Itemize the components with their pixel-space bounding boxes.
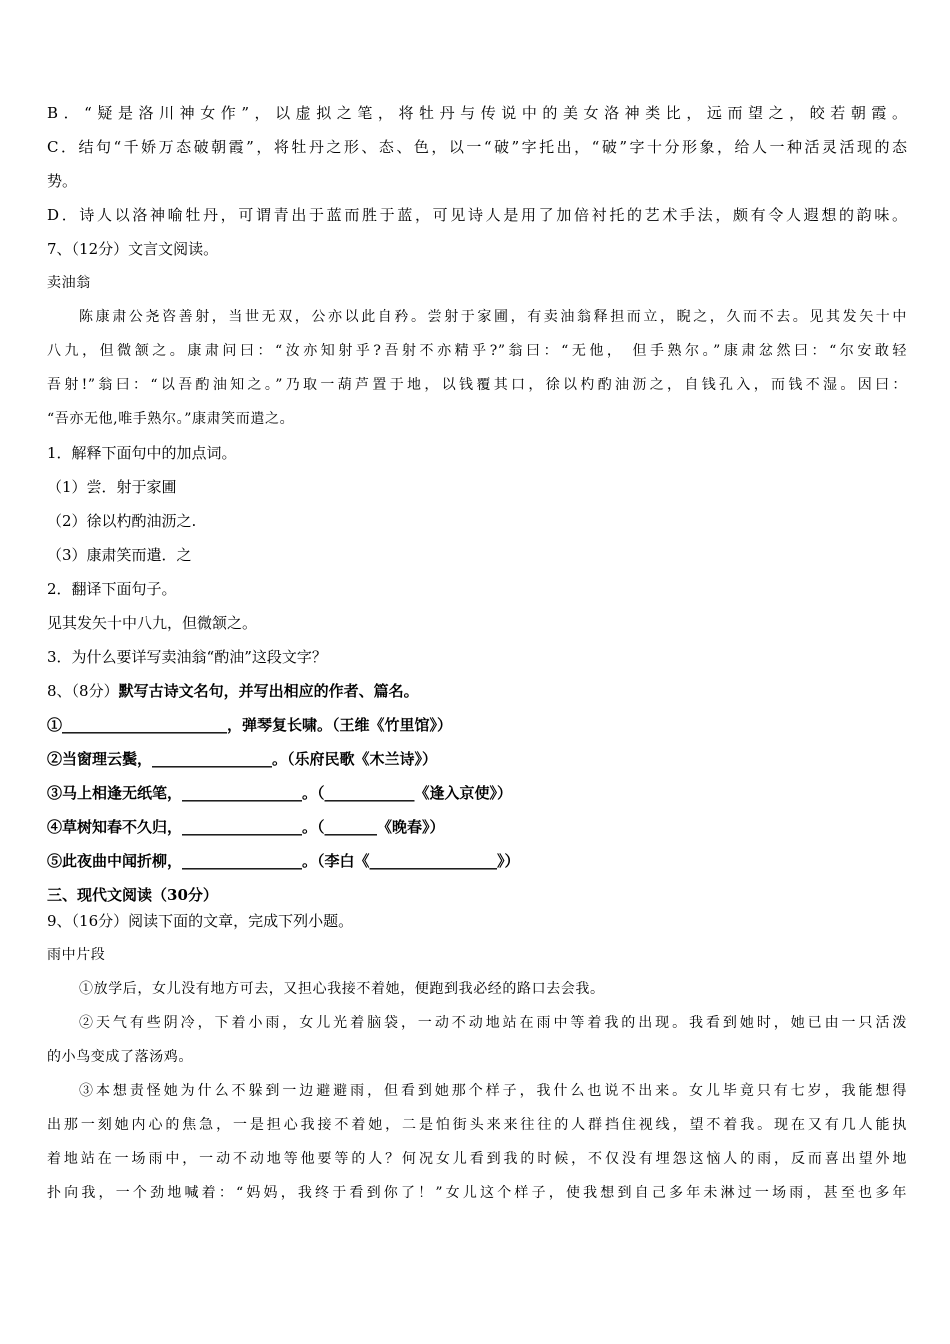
q8-item: ②当窗理云鬓，________________。（乐府民歌《木兰诗》）: [47, 750, 438, 768]
q9-paragraph-continued: 扑向我，一个劲地喊着：“妈妈，我终于看到你了！”女儿这个样子，使我想到自己多年未淋过一场雨，甚至也多年: [47, 1185, 907, 1201]
q8-item: ⑤此夜曲中闻折柳，________________。（李白《_________________》）: [47, 852, 520, 870]
q9-paragraph: ③本想责怪她为什么不躲到一边避避雨，但看到她那个样子，我什么也说不出来。女儿毕竟只有七岁，我能想得: [79, 1083, 907, 1099]
q7-passage-line: 陈康肃公尧咨善射，当世无双，公亦以此自矜。尝射于家圃，有卖油翁释担而立，睨之，久而不去。见其发矢十中: [79, 309, 907, 325]
q7-sub1-item: （2）徐以杓酌油沥之.: [47, 512, 197, 530]
q6-option-c-continued: 势。: [47, 172, 78, 190]
q6-option-d: D．诗人以洛神喻牡丹，可谓青出于蓝而胜于蓝，可见诗人是用了加倍衬托的艺术手法，颇有令人遐想的韵味。: [47, 206, 907, 224]
q9-paragraph-continued: 着地站在一场雨中，一动不动地等他要等的人？何况女儿看到我的时候，不仅没有埋怨这恼人的雨，反而喜出望外地: [47, 1151, 907, 1167]
q7-sub2: 2．翻译下面句子。: [47, 580, 177, 598]
q6-option-b: B．“疑是洛川神女作”，以虚拟之笔，将牡丹与传说中的美女洛神类比，远而望之，皎若朝霞。: [47, 104, 907, 122]
q8-item: ①______________________，弹琴复长啸。（王维《竹里馆》）: [47, 716, 453, 734]
q7-passage-title: 卖油翁: [47, 275, 91, 291]
q9-paragraph-continued: 的小鸟变成了落汤鸡。: [47, 1049, 193, 1065]
q9-passage-title: 雨中片段: [47, 947, 106, 963]
q9-paragraph-continued: 出那一刻她内心的焦急，一是担心我接不着她，二是怕街头来来往往的人群挡住视线，望不着我。现在又有几人能执: [47, 1117, 907, 1133]
q8-item: ④草树知春不久归，________________。（_______《晚春》）: [47, 818, 445, 836]
q9-paragraph: ②天气有些阴冷，下着小雨，女儿光着脑袋，一动不动地站在雨中等着我的出现。我看到她时，她已由一只活泼: [79, 1015, 907, 1031]
q7-sub1-item: （1）尝．射于家圃: [47, 478, 177, 496]
q7-passage-line: “吾亦无他,唯手熟尔。”康肃笑而遣之。: [47, 411, 295, 427]
section-3-heading: 三、现代文阅读（30分）: [47, 886, 218, 904]
q7-passage-line: 八九，但微颔之。康肃问曰：“汝亦知射乎?吾射不亦精乎?”翁曰：“无他， 但手熟尔。”康肃忿然曰：“尔安敢轻: [47, 343, 907, 359]
q7-heading: 7、（12分）文言文阅读。: [47, 240, 219, 258]
q9-heading: 9、（16分）阅读下面的文章，完成下列小题。: [47, 912, 354, 930]
q7-sub1-item: （3）康肃笑而遣．之: [47, 546, 192, 564]
q7-sub3: 3．为什么要详写卖油翁“酌油”这段文字？: [47, 648, 327, 666]
q8-heading-text: 默写古诗文名句，并写出相应的作者、篇名。: [118, 682, 419, 700]
q6-option-c: C．结句“千娇万态破朝霞”，将牡丹之形、态、色，以一“破”字托出，“破”字十分形象，给人一种活灵活现的态: [47, 138, 907, 156]
q7-sub2-sentence: 见其发矢十中八九，但微颔之。: [47, 614, 258, 632]
q7-sub1: 1．解释下面句中的加点词。: [47, 444, 237, 462]
q7-passage-line: 吾射!”翁曰：“以吾酌油知之。”乃取一葫芦置于地，以钱覆其口，徐以杓酌油沥之，自钱孔入，而钱不湿。因曰：: [47, 377, 907, 393]
q8-heading-number: 8、（8分）: [47, 682, 119, 700]
q9-paragraph: ①放学后，女儿没有地方可去，又担心我接不着她，便跑到我必经的路口去会我。: [79, 981, 605, 997]
q8-item: ③马上相逢无纸笔，________________。（____________《逢入京使》）: [47, 784, 513, 802]
q8-heading: [47, 681, 907, 701]
